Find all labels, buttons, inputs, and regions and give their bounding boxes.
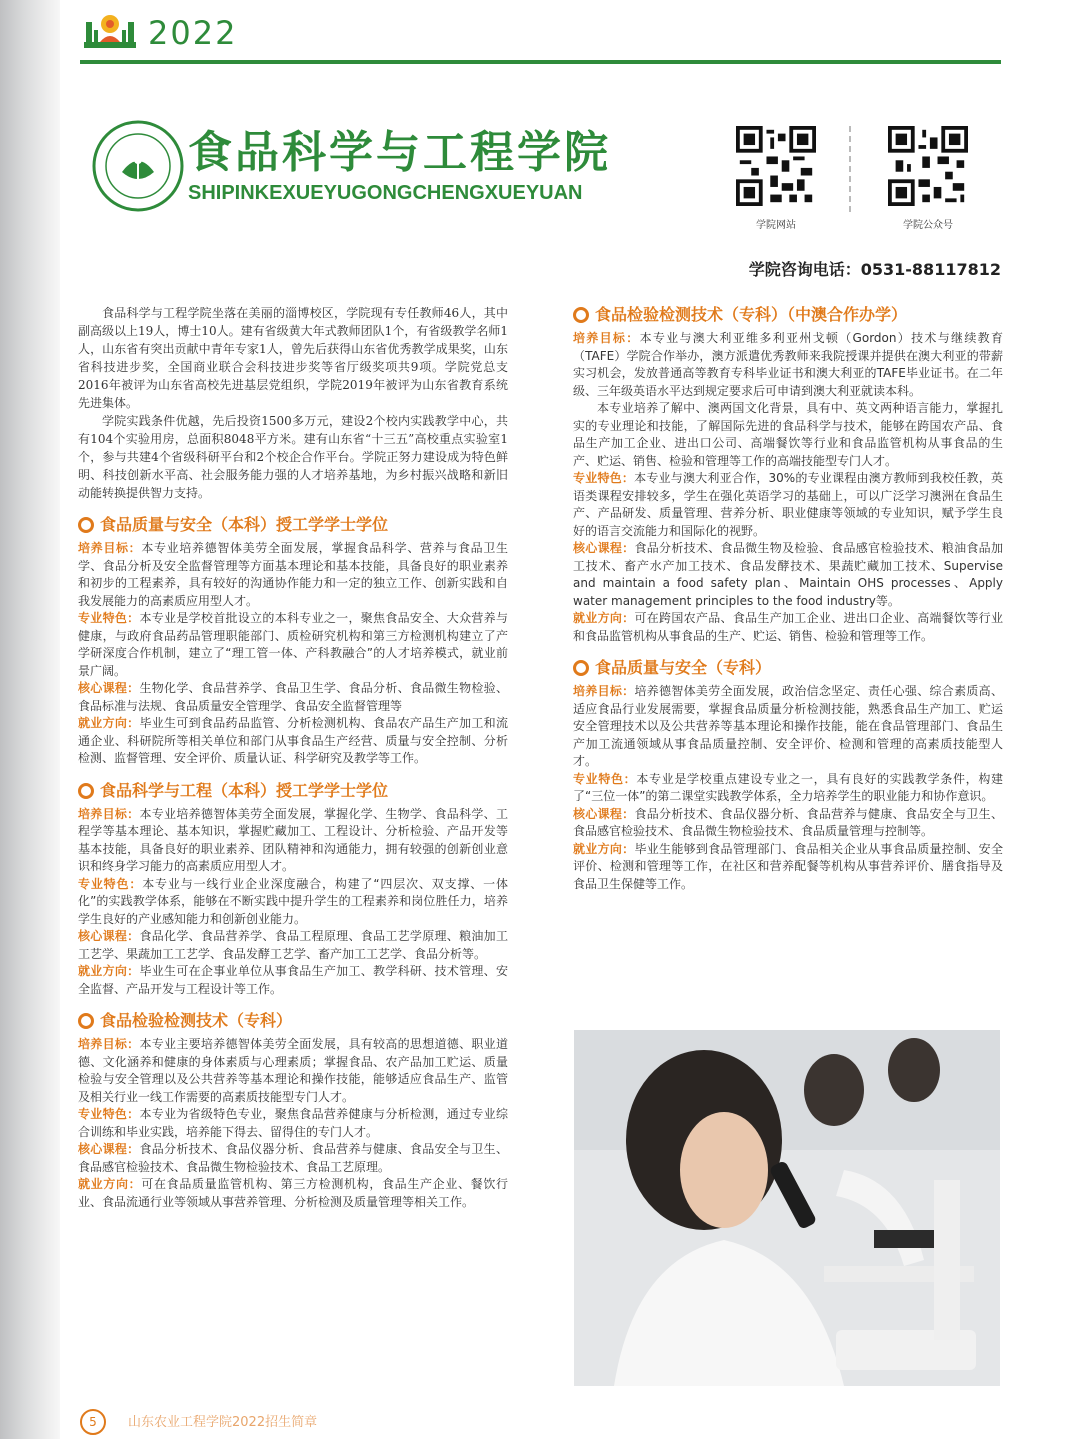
- major-detail-paragraph: 核心课程：食品分析技术、食品仪器分析、食品营养与健康、食品安全与卫生、食品感官检验技术、食品微生物检验技术、食品质量管理与控制等。: [573, 806, 1003, 838]
- right-column: [573, 304, 1003, 893]
- college-emblem-icon: [92, 120, 184, 212]
- major-detail-paragraph: 培养目标：培养德智体美劳全面发展，政治信念坚定、责任心强、综合素质高、适应食品行业发展需要，掌握食品质量分析检测技能，熟悉食品生产加工、贮运安全管理技术以及公共营养等基本理论和操作技能，能在食品管理部门、食品生产加工流通领域从事食品质量控制、安全评价、检测和管理的高素质技能型人才。: [573, 684, 1003, 768]
- wechat-qr-code[interactable]: [888, 126, 968, 206]
- major-detail-paragraph: 专业特色：本专业与一线行业企业深度融合，构建了“四层次、双支撑、一体化”的实践教学体系，能够在不断实践中提升学生的工程素养和岗位胜任力，培养学生良好的产业感知能力和创新创业能力。: [78, 876, 508, 926]
- major-section: [573, 304, 1003, 645]
- major-detail-paragraph: 核心课程：生物化学、食品营养学、食品卫生学、食品分析、食品微生物检验、食品标准与法规、食品质量安全管理学、食品安全监督管理等: [78, 681, 508, 713]
- page-number: 5: [80, 1409, 106, 1435]
- consultation-hotline: 学院咨询电话：0531-88117812: [748, 260, 1001, 279]
- intro-paragraph: 学院实践条件优越，先后投资1500多万元，建设2个校内实践教学中心，共有104个实验用房，总面积8048平方米。建有山东省“十三五”高校重点实验室1个，参与共建4个省级科研平台和2个校企合作平台。学院正努力建设成为特色鲜明、科技创新水平高、社会服务能力强的人才培养基地，为乡村振兴战略和新旧动能转换提供智力支持。: [78, 414, 508, 500]
- detail-label: 就业方向：: [78, 964, 140, 978]
- detail-label: 核心课程：: [573, 541, 635, 555]
- detail-label: 就业方向：: [78, 716, 140, 730]
- brochure-page: [60, 0, 1079, 1439]
- major-detail-paragraph: 就业方向：毕业生可在企事业单位从事食品生产加工、教学科研、技术管理、安全监督、产品开发与工程设计等工作。: [78, 964, 508, 996]
- detail-label: 专业特色：: [573, 771, 637, 786]
- major-detail-paragraph: 培养目标：本专业培养德智体美劳全面发展，掌握食品科学、营养与食品卫生学、食品分析及安全监督管理等方面基本理论和基本技能，具备良好的职业素养和初步的工程素养，具有较好的沟通协作能力和一定的独立工作、创新实践和自我发展能力的高素质应用型人才。: [78, 541, 508, 608]
- major-detail-paragraph: 核心课程：食品分析技术、食品仪器分析、食品营养与健康、食品安全与卫生、食品感官检验技术、食品微生物检验技术、食品工艺原理。: [78, 1142, 508, 1174]
- college-intro: [78, 304, 508, 502]
- major-detail-paragraph: 就业方向：毕业生可到食品药品监管、分析检测机构、食品农产品生产加工和流通企业、科研院所等相关单位和部门从事食品生产经营、质量与安全控制、分析检测、监督管理、安全评价、质量认证、科学研究及教学等工作。: [78, 716, 508, 765]
- detail-label: 培养目标：: [78, 806, 140, 821]
- school-logo-icon: [82, 12, 138, 54]
- detail-label: 核心课程：: [78, 1142, 140, 1156]
- detail-label: 培养目标：: [573, 331, 640, 345]
- major-detail-paragraph: 专业特色：本专业为省级特色专业，聚焦食品营养健康与分析检测，通过专业综合训练和毕业实践，培养能下得去、留得住的专门人才。: [78, 1107, 508, 1139]
- detail-label: 就业方向：: [573, 841, 635, 856]
- major-detail-paragraph: 专业特色：本专业与澳大利亚合作，30%的专业课程由澳方教师到我校任教，英语类课程安排较多，学生在强化英语学习的基础上，可以广泛学习澳洲在食品生产、产品研发、质量管理、营养分析、职业健康等领域的专业知识，赋予学生良好的语言交流能力和国际化的视野。: [573, 471, 1003, 538]
- footer-title: 山东农业工程学院2022招生简章: [128, 1415, 318, 1430]
- major-detail-paragraph: 培养目标：本专业主要培养德智体美劳全面发展，具有较高的思想道德、职业道德、文化涵养和健康的身体素质与心理素质；掌握食品、农产品加工贮运、质量检验与安全管理以及公共营养等基本理论和操作技能，能够适应食品生产、监管及相关行业一线工作需要的高素质技能型专门人才。: [78, 1037, 508, 1104]
- book-spine-shadow: [0, 0, 60, 1439]
- detail-label: 专业特色：: [78, 876, 143, 891]
- detail-label: 专业特色：: [573, 471, 635, 485]
- header-rule: [80, 60, 1001, 64]
- detail-label: 核心课程：: [78, 929, 140, 943]
- major-detail-paragraph: 培养目标：本专业与澳大利亚维多利亚州戈顿（Gordon）技术与继续教育（TAFE）学院合作举办，澳方派遣优秀教师来我院授课并提供在澳大利亚的带薪实习机会，发放普通高等教育专科毕业证书和澳大利亚的TAFE毕业证书。在二年级、三年级英语水平达到规定要求后可申请到澳大利亚就读本科。: [573, 331, 1003, 398]
- header-year: 2022: [148, 14, 238, 52]
- major-title: 食品质量与安全（专科）: [573, 657, 1003, 679]
- detail-label: 就业方向：: [78, 1177, 142, 1191]
- qr-divider: [849, 126, 851, 212]
- circle-bullet-icon: [573, 307, 589, 323]
- major-detail-paragraph: 专业特色：本专业是学校首批设立的本科专业之一，聚焦食品安全、大众营养与健康，与政府食品药品管理职能部门、质检研究机构和第三方检测机构建立了产学研深度合作机制，建立了“理工管一体、产科教融合”的人才培养模式，就业前景广阔。: [78, 611, 508, 678]
- major-title: 食品检验检测技术（专科）（中澳合作办学）: [573, 304, 1003, 326]
- major-title: 食品科学与工程（本科）授工学学士学位: [78, 780, 508, 802]
- college-pinyin: SHIPINKEXUEYUGONGCHENGXUEYUAN: [188, 182, 583, 204]
- circle-bullet-icon: [78, 1013, 94, 1029]
- detail-label: 核心课程：: [78, 681, 140, 695]
- website-qr-code[interactable]: [736, 126, 816, 206]
- college-title: 食品科学与工程学院: [188, 127, 611, 178]
- major-detail-paragraph: 就业方向：可在跨国农产品、食品生产加工企业、进出口企业、高端餐饮等行业和食品监管机构从事食品的生产、贮运、销售、检验和管理等工作。: [573, 611, 1003, 643]
- major-section: [78, 780, 508, 999]
- left-column: [78, 304, 508, 1211]
- major-detail-paragraph: 核心课程：食品分析技术、食品微生物及检验、食品感官检验技术、粮油食品加工技术、畜产水产加工技术、食品发酵技术、果蔬贮藏加工技术、Supervise and maintain a food safety plan、Maintain OHS processes、Apply water management principles to the food industry等。: [573, 541, 1003, 608]
- major-title: 食品检验检测技术（专科）: [78, 1010, 508, 1032]
- circle-bullet-icon: [573, 660, 589, 676]
- major-detail-paragraph: 就业方向：毕业生能够到食品管理部门、食品相关企业从事食品质量控制、安全评价、检测和管理等工作，在社区和营养配餐等机构从事营养评价、膳食指导及食品卫生保健等工作。: [573, 841, 1003, 891]
- intro-paragraph: 食品科学与工程学院坐落在美丽的淄博校区，学院现有专任教师46人，其中副高级以上19人，博士10人。建有省级黄大年式教师团队1个，有省级教学名师1人，山东省有突出贡献中青年专家1人，曾先后获得山东省优秀教学成果奖，山东省科技进步奖，全国商业联合会科技进步奖等省厅级奖项共9项。学院党总支2016年被评为山东省高校先进基层党组织，学院2019年被评为山东省教育系统先进集体。: [78, 306, 508, 410]
- major-detail-paragraph: 就业方向：可在食品质量监管机构、第三方检测机构，食品生产企业、餐饮行业、食品流通行业等领域从事营养管理、分析检测及质量管理等相关工作。: [78, 1177, 508, 1209]
- major-title: 食品质量与安全（本科）授工学学士学位: [78, 514, 508, 536]
- detail-label: 培养目标：: [573, 684, 635, 698]
- detail-label: 专业特色：: [78, 1107, 140, 1121]
- detail-label: 就业方向：: [573, 611, 635, 625]
- detail-label: 培养目标：: [78, 1037, 140, 1051]
- detail-label: 专业特色：: [78, 611, 140, 625]
- major-detail-paragraph: 专业特色：本专业是学校重点建设专业之一，具有良好的实践教学条件，构建了“三位一体”的第二课堂实践教学体系，全力培养学生的职业能力和协作意识。: [573, 771, 1003, 803]
- major-section: [78, 1010, 508, 1211]
- major-detail-paragraph: 培养目标：本专业培养德智体美劳全面发展，掌握化学、生物学、食品科学、工程学等基本理论、基本知识，掌握贮藏加工、工程设计、分析检验、产品开发等基本技能，具备良好的职业素养、团队精神和沟通能力，拥有较强的创新创业意识和终身学习能力的高素质应用型人才。: [78, 806, 508, 873]
- major-section: [573, 657, 1003, 893]
- circle-bullet-icon: [78, 783, 94, 799]
- lab-microscope-photo: [574, 1030, 1000, 1386]
- major-section: [78, 514, 508, 768]
- major-detail-paragraph: 本专业培养了解中、澳两国文化背景，具有中、英文两种语言能力，掌握扎实的专业理论和技能，了解国际先进的食品科学与技术，能够在跨国农产品、食品生产加工企业、进出口公司、高端餐饮等行业和食品监管机构从事食品的生产、贮运、销售、检验和管理等工作的高端技能型专门人才。: [573, 401, 1003, 468]
- detail-label: 培养目标：: [78, 541, 142, 555]
- detail-label: 核心课程：: [573, 806, 635, 821]
- website-qr-label: 学院网站: [756, 220, 796, 231]
- circle-bullet-icon: [78, 517, 94, 533]
- wechat-qr-label: 学院公众号: [903, 220, 953, 231]
- major-detail-paragraph: 核心课程：食品化学、食品营养学、食品工程原理、食品工艺学原理、粮油加工工艺学、果蔬加工工艺学、食品发酵工艺学、畜产加工工艺学、食品分析等。: [78, 929, 508, 961]
